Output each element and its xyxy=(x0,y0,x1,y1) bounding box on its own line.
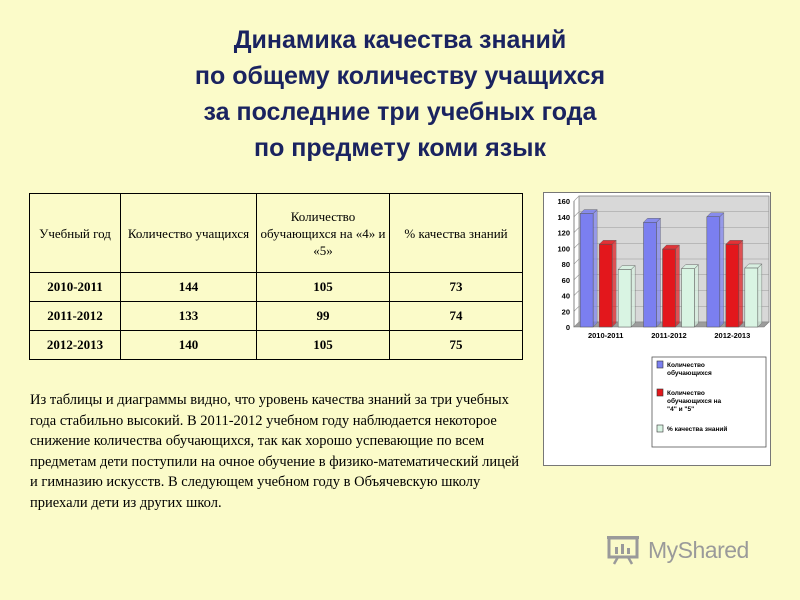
bar xyxy=(707,217,720,327)
header-year: Учебный год xyxy=(30,194,121,273)
cell-quality: 75 xyxy=(390,331,523,360)
chart-svg xyxy=(544,193,770,465)
cell-students: 144 xyxy=(121,273,257,302)
legend-label: Количество обучающихся xyxy=(667,362,712,377)
bar xyxy=(580,214,593,327)
presentation-icon xyxy=(606,535,640,565)
cell-good-students: 105 xyxy=(257,331,390,360)
y-tick-label: 140 xyxy=(557,212,570,222)
y-tick-label: 0 xyxy=(565,323,570,332)
logo-text: MyShared xyxy=(648,536,749,563)
bar-side xyxy=(758,264,762,327)
gridline-side xyxy=(574,228,579,233)
bar xyxy=(682,269,695,327)
bar-side xyxy=(631,266,635,327)
table-header-row xyxy=(30,194,523,273)
legend-swatch xyxy=(657,361,663,368)
cell-year: 2011-2012 xyxy=(30,302,121,331)
bar-chart xyxy=(543,192,771,466)
x-tick-label: 2012-2013 xyxy=(714,331,751,340)
bar xyxy=(618,270,631,327)
table-row xyxy=(30,273,523,302)
x-tick-label: 2010-2011 xyxy=(587,331,624,340)
cell-students: 133 xyxy=(121,302,257,331)
title-line-2: по общему количеству учащихся xyxy=(194,62,606,90)
bar-side xyxy=(593,210,597,327)
table-row xyxy=(30,302,523,331)
bar xyxy=(599,244,612,327)
bar xyxy=(745,268,758,327)
gridline-side xyxy=(574,306,579,311)
title-line-3: за последние три учебных года xyxy=(203,98,597,126)
cell-quality: 74 xyxy=(390,302,523,331)
bar xyxy=(644,222,657,327)
cell-good-students: 99 xyxy=(257,302,390,331)
gridline-side xyxy=(574,291,579,296)
slide-title xyxy=(0,22,800,166)
title-line-4: по предмету коми язык xyxy=(253,134,547,162)
legend-swatch xyxy=(657,389,663,396)
bar-side xyxy=(676,245,680,327)
legend-label: % качества знаний xyxy=(667,426,728,433)
description-paragraph: Из таблицы и диаграммы видно, что уровень качества знаний за три учебных года стабильно высокий. В 2011-2012 учебном году наблюдается некоторое снижение количества обучающихся, так как хорошо успевающие по всем предметам дети поступили на очное обучение в физико-математический лицей и гимназию искусств. В следующем учебном году в Объячевскую школу приехали дети из других школ. xyxy=(30,392,520,511)
cell-quality: 73 xyxy=(390,273,523,302)
gridline-side xyxy=(574,243,579,248)
x-tick-label: 2011-2012 xyxy=(651,331,687,340)
header-good-students: Количество обучающихся на «4» и «5» xyxy=(257,194,390,273)
title-line-1: Динамика качества знаний xyxy=(233,26,567,54)
legend-swatch xyxy=(657,425,663,432)
gridline-side xyxy=(574,275,579,280)
bar-side xyxy=(739,240,743,327)
bar xyxy=(726,244,739,327)
cell-year: 2012-2013 xyxy=(30,331,121,360)
gridline-side xyxy=(574,259,579,264)
bar-side xyxy=(720,213,724,327)
y-tick-label: 60 xyxy=(561,275,570,285)
watermark-logo xyxy=(606,535,749,565)
bar xyxy=(663,249,676,327)
y-tick-label: 120 xyxy=(557,228,570,238)
bar-side xyxy=(657,218,661,327)
y-tick-label: 20 xyxy=(561,307,570,317)
gridline-side xyxy=(574,212,579,217)
data-table xyxy=(29,193,523,360)
bar-side xyxy=(612,240,616,327)
cell-good-students: 105 xyxy=(257,273,390,302)
y-tick-label: 160 xyxy=(557,197,570,206)
cell-year: 2010-2011 xyxy=(30,273,121,302)
header-quality: % качества знаний xyxy=(390,194,523,273)
header-students: Количество учащихся xyxy=(121,194,257,273)
table-row xyxy=(30,331,523,360)
y-tick-label: 80 xyxy=(561,260,570,269)
gridline-side xyxy=(574,196,579,201)
y-tick-label: 100 xyxy=(557,244,570,254)
legend-label: Количество обучающихся на "4" и "5" xyxy=(667,390,722,413)
y-tick-label: 40 xyxy=(561,291,570,301)
bar-side xyxy=(695,265,699,327)
cell-students: 140 xyxy=(121,331,257,360)
